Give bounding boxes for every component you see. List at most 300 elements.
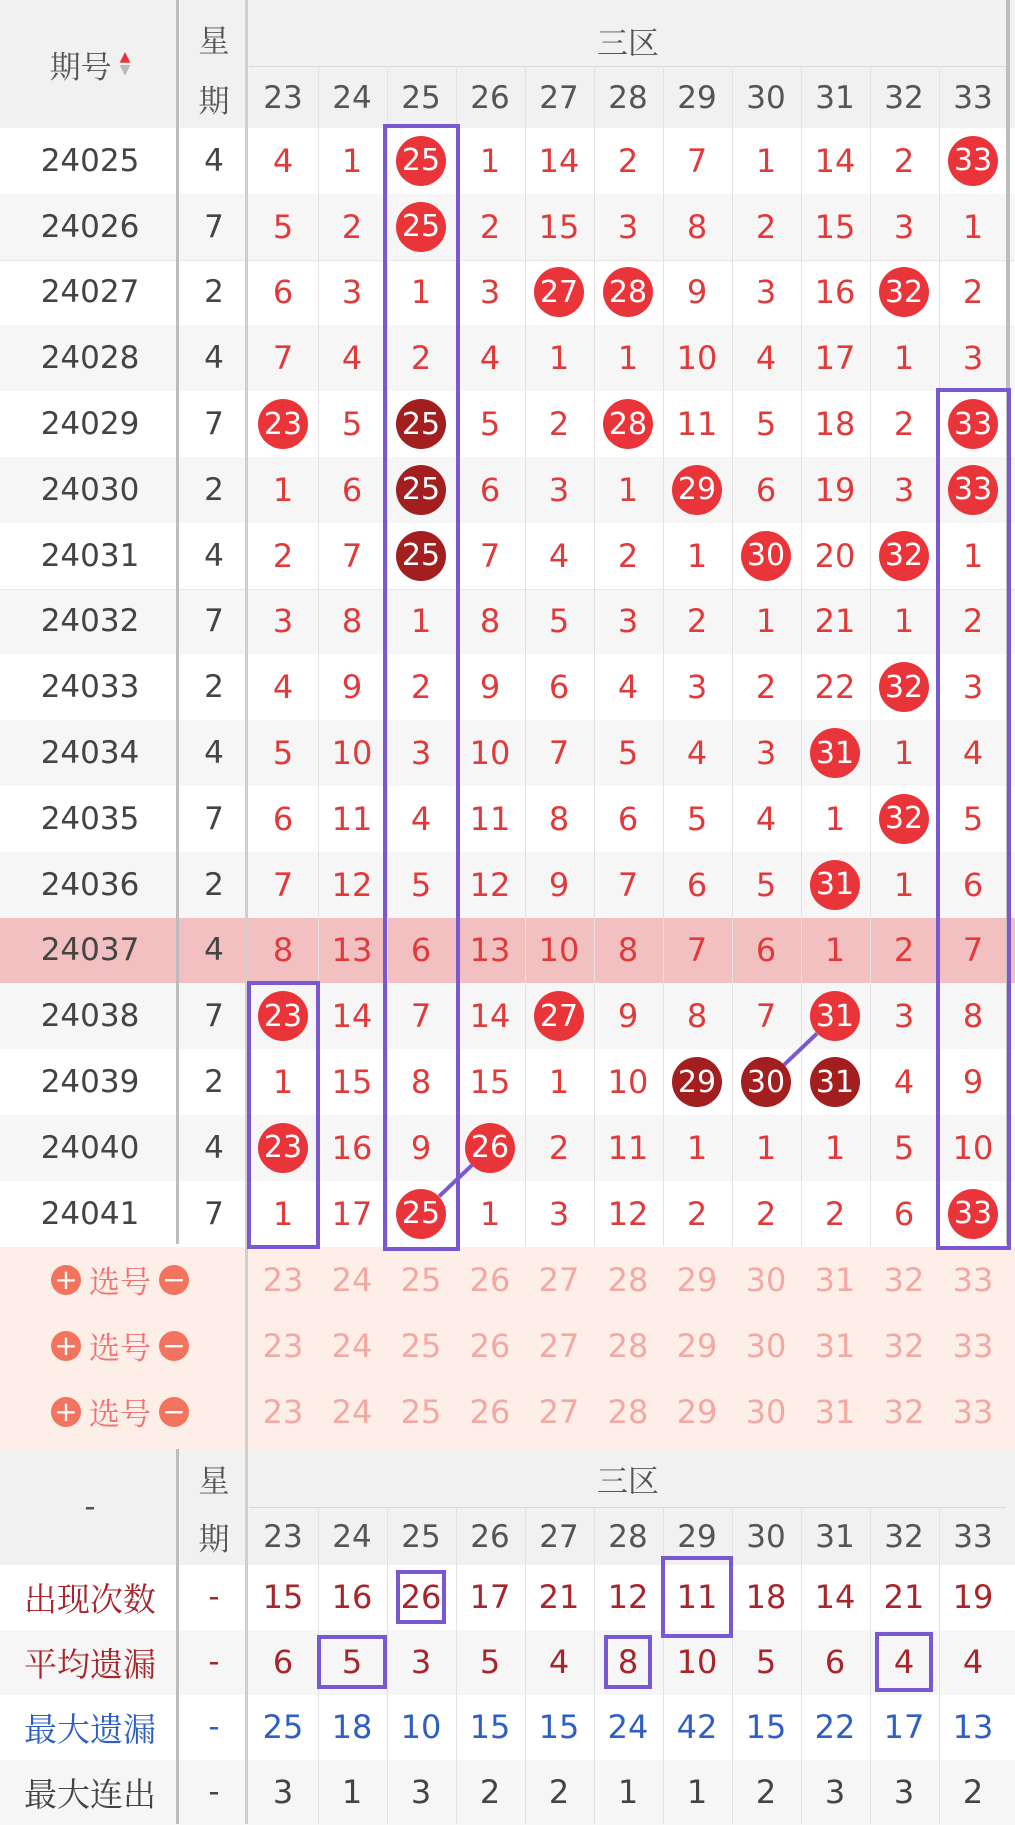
ball-number: 28: [603, 267, 653, 317]
ball-number: 33: [948, 399, 998, 449]
omission-value: 2: [962, 273, 984, 312]
ball-number: 23: [258, 1123, 308, 1173]
omission-value: 11: [607, 1128, 649, 1167]
column-divider: [525, 1507, 526, 1824]
omission-value: 4: [893, 1063, 915, 1102]
ball-number: 25: [396, 1189, 446, 1239]
omission-value: 8: [272, 931, 294, 970]
omission-value: 8: [341, 602, 363, 641]
pick-number-33[interactable]: 33: [952, 1392, 994, 1431]
stats-value: 8: [617, 1643, 639, 1682]
stats-value: 12: [607, 1578, 649, 1617]
week-label-top: 星: [198, 23, 230, 60]
column-divider: [732, 66, 733, 1246]
column-header-32: 32: [884, 1518, 924, 1555]
omission-value: 2: [341, 207, 363, 246]
stats-value: 15: [469, 1708, 511, 1747]
omission-value: 1: [893, 734, 915, 773]
stats-value: 3: [410, 1643, 432, 1682]
drawn-number-ball: [801, 983, 870, 1049]
omission-value: 6: [272, 273, 294, 312]
weekday-value: 7: [204, 800, 224, 837]
stats-value: 1: [686, 1773, 708, 1812]
pick-number-27[interactable]: 27: [538, 1260, 580, 1299]
stats-corner: -: [84, 1488, 96, 1525]
omission-value: 7: [962, 931, 984, 970]
omission-value: 5: [962, 799, 984, 838]
omission-value: 8: [617, 931, 639, 970]
pick-number-33[interactable]: 33: [952, 1326, 994, 1365]
stats-value: 24: [607, 1708, 649, 1747]
column-header-23: 23: [263, 1518, 303, 1555]
annotation-box-avg-28: [604, 1635, 652, 1689]
pick-number-25[interactable]: 25: [400, 1260, 442, 1299]
column-header-28: 28: [608, 80, 648, 116]
omission-value: 1: [548, 339, 570, 378]
pick-number-28[interactable]: 28: [607, 1392, 649, 1431]
stats-value: 15: [262, 1578, 304, 1617]
number-picker-controls: [30, 1379, 210, 1445]
omission-value: 4: [617, 668, 639, 707]
pick-number-30[interactable]: 30: [745, 1260, 787, 1299]
omission-value: 1: [962, 207, 984, 246]
omission-value: 1: [272, 1194, 294, 1233]
column-header-24: 24: [332, 80, 372, 116]
omission-value: 8: [962, 997, 984, 1036]
ball-number: 27: [534, 991, 584, 1041]
column-divider: [456, 1507, 457, 1824]
stats-value: 22: [814, 1708, 856, 1747]
weekday-value: 4: [204, 932, 224, 969]
issue-number: 24034: [40, 735, 140, 772]
picker-label: 选号: [89, 1265, 151, 1302]
weekday-value: 4: [204, 1129, 224, 1166]
stats-value: 17: [469, 1578, 511, 1617]
omission-value: 2: [548, 405, 570, 444]
weekday-value: 2: [204, 1064, 224, 1101]
drawn-number-ball: [870, 786, 939, 852]
pick-number-23[interactable]: 23: [262, 1326, 304, 1365]
omission-value: 7: [341, 536, 363, 575]
omission-value: 5: [755, 865, 777, 904]
issue-number: 24029: [40, 406, 140, 443]
pick-number-23[interactable]: 23: [262, 1392, 304, 1431]
issue-number: 24035: [40, 800, 140, 837]
picker-label: 选号: [89, 1331, 151, 1368]
omission-value: 1: [479, 141, 501, 180]
stats-week: -: [208, 1774, 220, 1811]
ball-number: 25: [396, 399, 446, 449]
stats-value: 5: [479, 1643, 501, 1682]
column-header-23: 23: [263, 80, 303, 116]
minus-circle-icon[interactable]: −: [159, 1265, 189, 1295]
omission-value: 5: [272, 207, 294, 246]
pick-number-23[interactable]: 23: [262, 1260, 304, 1299]
stats-value: 11: [676, 1578, 718, 1617]
omission-value: 16: [814, 273, 856, 312]
stats-label: 出现次数: [24, 1579, 156, 1619]
pick-number-31[interactable]: 31: [814, 1260, 856, 1299]
omission-value: 2: [479, 207, 501, 246]
stats-value: 3: [410, 1773, 432, 1812]
omission-value: 9: [341, 668, 363, 707]
stats-value: 18: [745, 1578, 787, 1617]
stats-value: 6: [272, 1643, 294, 1682]
weekday-value: 7: [204, 406, 224, 443]
weekday-value: 7: [204, 998, 224, 1035]
drawn-number-ball: [663, 1049, 732, 1115]
ball-number: 31: [810, 860, 860, 910]
weekday-value: 7: [204, 603, 224, 640]
omission-value: 11: [469, 799, 511, 838]
issue-number: 24037: [40, 932, 140, 969]
omission-value: 7: [617, 865, 639, 904]
stats-value: 2: [548, 1773, 570, 1812]
pick-number-24[interactable]: 24: [331, 1260, 373, 1299]
omission-value: 1: [893, 602, 915, 641]
issue-number: 24038: [40, 998, 140, 1035]
omission-value: 6: [272, 799, 294, 838]
issue-number: 24025: [40, 142, 140, 179]
omission-value: 2: [893, 141, 915, 180]
drawn-number-ball: [870, 260, 939, 326]
omission-value: 3: [341, 273, 363, 312]
omission-value: 2: [410, 668, 432, 707]
pick-number-32[interactable]: 32: [883, 1392, 925, 1431]
omission-value: 2: [755, 1194, 777, 1233]
pick-number-32[interactable]: 32: [883, 1260, 925, 1299]
weekday-value: 2: [204, 669, 224, 706]
omission-value: 4: [341, 339, 363, 378]
column-divider: [594, 1507, 595, 1824]
omission-value: 22: [814, 668, 856, 707]
pick-number-29[interactable]: 29: [676, 1392, 718, 1431]
stats-label: 平均遗漏: [24, 1644, 156, 1684]
pick-number-24[interactable]: 24: [331, 1326, 373, 1365]
annotation-box-avg-32: [875, 1632, 933, 1692]
omission-value: 10: [952, 1128, 994, 1167]
stats-value: 3: [272, 1773, 294, 1812]
pick-number-30[interactable]: 30: [745, 1326, 787, 1365]
ball-number: 26: [465, 1123, 515, 1173]
omission-value: 4: [755, 799, 777, 838]
omission-value: 13: [469, 931, 511, 970]
pick-number-27[interactable]: 27: [538, 1392, 580, 1431]
omission-value: 18: [814, 405, 856, 444]
omission-value: 2: [686, 1194, 708, 1233]
omission-value: 6: [755, 931, 777, 970]
omission-value: 8: [548, 799, 570, 838]
stats-value: 1: [617, 1773, 639, 1812]
omission-value: 8: [686, 997, 708, 1036]
issue-number: 24033: [40, 669, 140, 706]
column-header-25: 25: [401, 80, 441, 116]
omission-value: 10: [469, 734, 511, 773]
omission-value: 1: [272, 1063, 294, 1102]
omission-value: 14: [814, 141, 856, 180]
omission-value: 14: [538, 141, 580, 180]
pick-number-25[interactable]: 25: [400, 1392, 442, 1431]
omission-value: 4: [410, 799, 432, 838]
omission-value: 1: [479, 1194, 501, 1233]
omission-value: 1: [272, 470, 294, 509]
stats-value: 15: [538, 1708, 580, 1747]
annotation-box-count-29: [661, 1556, 733, 1638]
drawn-number-ball: [456, 1115, 525, 1181]
weekday-value: 2: [204, 471, 224, 508]
pick-number-28[interactable]: 28: [607, 1260, 649, 1299]
minus-circle-icon[interactable]: −: [159, 1331, 189, 1361]
issue-week-divider: [176, 0, 179, 1244]
column-header-25: 25: [401, 1518, 441, 1555]
omission-value: 6: [410, 931, 432, 970]
omission-value: 10: [607, 1063, 649, 1102]
omission-value: 10: [538, 931, 580, 970]
omission-value: 7: [686, 141, 708, 180]
ball-number: 25: [396, 202, 446, 252]
stats-value: 25: [262, 1708, 304, 1747]
plus-circle-icon[interactable]: +: [51, 1265, 81, 1295]
pick-number-33[interactable]: 33: [952, 1260, 994, 1299]
omission-value: 2: [893, 405, 915, 444]
weekday-value: 4: [204, 142, 224, 179]
omission-value: 4: [755, 339, 777, 378]
minus-circle-icon[interactable]: −: [159, 1397, 189, 1427]
ball-number: 33: [948, 136, 998, 186]
omission-value: 6: [755, 470, 777, 509]
omission-value: 1: [686, 536, 708, 575]
omission-value: 2: [962, 602, 984, 641]
omission-value: 17: [814, 339, 856, 378]
ball-number: 23: [258, 991, 308, 1041]
ball-number: 27: [534, 267, 584, 317]
omission-value: 14: [469, 997, 511, 1036]
zone-label: 三区: [597, 1464, 659, 1501]
omission-value: 3: [893, 470, 915, 509]
omission-value: 1: [755, 1128, 777, 1167]
ball-number: 33: [948, 1189, 998, 1239]
number-picker-controls: [30, 1247, 210, 1313]
omission-value: 6: [341, 470, 363, 509]
column-divider: [801, 66, 802, 1246]
stats-value: 3: [893, 1773, 915, 1812]
annotation-box-count-25: [396, 1570, 446, 1624]
omission-value: 9: [548, 865, 570, 904]
column-header-28: 28: [608, 1518, 648, 1555]
pick-number-26[interactable]: 26: [469, 1326, 511, 1365]
omission-value: 3: [548, 470, 570, 509]
pick-number-26[interactable]: 26: [469, 1392, 511, 1431]
column-divider: [939, 1507, 940, 1824]
omission-value: 5: [272, 734, 294, 773]
issue-number: 24031: [40, 537, 140, 574]
pick-number-29[interactable]: 29: [676, 1326, 718, 1365]
ball-number: 29: [672, 465, 722, 515]
omission-value: 2: [755, 668, 777, 707]
issue-week-divider: [176, 1449, 179, 1824]
stats-value: 4: [548, 1643, 570, 1682]
weekday-value: 4: [204, 340, 224, 377]
pick-number-32[interactable]: 32: [883, 1326, 925, 1365]
column-header-33: 33: [953, 1518, 993, 1555]
omission-value: 4: [686, 734, 708, 773]
stats-value: 26: [400, 1578, 442, 1617]
issue-number: 24036: [40, 866, 140, 903]
omission-value: 1: [755, 602, 777, 641]
drawn-number-ball: [870, 523, 939, 589]
ball-number: 30: [741, 531, 791, 581]
issue-column-header[interactable]: [15, 34, 165, 94]
omission-value: 4: [479, 339, 501, 378]
column-divider: [594, 66, 595, 1246]
omission-value: 13: [331, 931, 373, 970]
pick-number-28[interactable]: 28: [607, 1326, 649, 1365]
omission-value: 9: [410, 1128, 432, 1167]
omission-value: 1: [617, 470, 639, 509]
omission-value: 1: [548, 1063, 570, 1102]
pick-number-29[interactable]: 29: [676, 1260, 718, 1299]
stats-value: 2: [755, 1773, 777, 1812]
omission-value: 4: [272, 141, 294, 180]
column-divider: [801, 1507, 802, 1824]
omission-value: 7: [272, 339, 294, 378]
omission-value: 4: [272, 668, 294, 707]
ball-number: 32: [879, 794, 929, 844]
omission-value: 5: [410, 865, 432, 904]
column-header-26: 26: [470, 1518, 510, 1555]
omission-value: 11: [331, 799, 373, 838]
column-divider: [732, 1507, 733, 1824]
ball-number: 25: [396, 136, 446, 186]
sort-updown-icon[interactable]: ▲ ▼: [119, 49, 131, 78]
omission-value: 14: [331, 997, 373, 1036]
stats-value: 1: [341, 1773, 363, 1812]
omission-value: 7: [410, 997, 432, 1036]
column-divider: [663, 66, 664, 1246]
omission-value: 8: [410, 1063, 432, 1102]
pick-number-31[interactable]: 31: [814, 1392, 856, 1431]
omission-value: 2: [272, 536, 294, 575]
number-picker-controls: [30, 1313, 210, 1379]
stats-value: 14: [814, 1578, 856, 1617]
pick-number-27[interactable]: 27: [538, 1326, 580, 1365]
omission-value: 3: [893, 207, 915, 246]
omission-value: 15: [331, 1063, 373, 1102]
drawn-number-ball: [939, 128, 1008, 194]
drawn-number-ball: [594, 391, 663, 457]
plus-circle-icon[interactable]: +: [51, 1397, 81, 1427]
stats-value: 18: [331, 1708, 373, 1747]
weekday-value: 7: [204, 208, 224, 245]
ball-number: 32: [879, 267, 929, 317]
weekday-value: 2: [204, 274, 224, 311]
pick-number-24[interactable]: 24: [331, 1392, 373, 1431]
omission-value: 6: [962, 865, 984, 904]
omission-value: 3: [479, 273, 501, 312]
omission-value: 7: [479, 536, 501, 575]
omission-value: 1: [962, 536, 984, 575]
column-header-30: 30: [746, 80, 786, 116]
omission-value: 7: [686, 931, 708, 970]
issue-number: 24032: [40, 603, 140, 640]
stats-value: 16: [331, 1578, 373, 1617]
omission-value: 10: [331, 734, 373, 773]
week-label-bottom: 期: [198, 83, 230, 120]
omission-value: 7: [755, 997, 777, 1036]
column-header-31: 31: [815, 1518, 855, 1555]
omission-value: 15: [538, 207, 580, 246]
omission-value: 1: [341, 141, 363, 180]
stats-label: 最大遗漏: [24, 1709, 156, 1749]
drawn-number-ball: [663, 457, 732, 523]
omission-value: 1: [617, 339, 639, 378]
column-header-29: 29: [677, 80, 717, 116]
plus-circle-icon[interactable]: +: [51, 1331, 81, 1361]
stats-value: 17: [883, 1708, 925, 1747]
issue-number: 24030: [40, 471, 140, 508]
pick-number-31[interactable]: 31: [814, 1326, 856, 1365]
omission-value: 21: [814, 602, 856, 641]
ball-number: 33: [948, 465, 998, 515]
column-header-26: 26: [470, 80, 510, 116]
stats-value: 21: [883, 1578, 925, 1617]
stats-week: -: [208, 1709, 220, 1746]
drawn-number-ball: [801, 1049, 870, 1115]
omission-value: 6: [617, 799, 639, 838]
column-header-27: 27: [539, 80, 579, 116]
omission-value: 1: [824, 931, 846, 970]
stats-value: 3: [824, 1773, 846, 1812]
omission-value: 12: [469, 865, 511, 904]
omission-value: 4: [962, 734, 984, 773]
issue-number: 24026: [40, 208, 140, 245]
zone-label: 三区: [597, 25, 659, 62]
omission-value: 5: [686, 799, 708, 838]
omission-value: 3: [755, 734, 777, 773]
omission-value: 1: [686, 1128, 708, 1167]
ball-number: 30: [741, 1057, 791, 1107]
omission-value: 3: [272, 602, 294, 641]
drawn-number-ball: [594, 260, 663, 326]
column-divider: [663, 1507, 664, 1824]
column-header-33: 33: [953, 80, 993, 116]
omission-value: 2: [824, 1194, 846, 1233]
week-label-bottom: 期: [198, 1522, 230, 1559]
column-divider: [870, 66, 871, 1246]
stats-value: 2: [962, 1773, 984, 1812]
omission-value: 3: [893, 997, 915, 1036]
omission-value: 7: [548, 734, 570, 773]
ball-number: 32: [879, 531, 929, 581]
pick-number-26[interactable]: 26: [469, 1260, 511, 1299]
omission-value: 3: [617, 207, 639, 246]
weekday-value: 4: [204, 735, 224, 772]
pick-number-30[interactable]: 30: [745, 1392, 787, 1431]
omission-value: 3: [617, 602, 639, 641]
omission-value: 9: [686, 273, 708, 312]
omission-value: 6: [479, 470, 501, 509]
omission-value: 9: [617, 997, 639, 1036]
column-header-24: 24: [332, 1518, 372, 1555]
pick-number-25[interactable]: 25: [400, 1326, 442, 1365]
omission-value: 5: [341, 405, 363, 444]
omission-value: 19: [814, 470, 856, 509]
omission-value: 17: [331, 1194, 373, 1233]
omission-value: 3: [410, 734, 432, 773]
stats-value: 10: [400, 1708, 442, 1747]
omission-value: 8: [479, 602, 501, 641]
issue-number: 24027: [40, 274, 140, 311]
